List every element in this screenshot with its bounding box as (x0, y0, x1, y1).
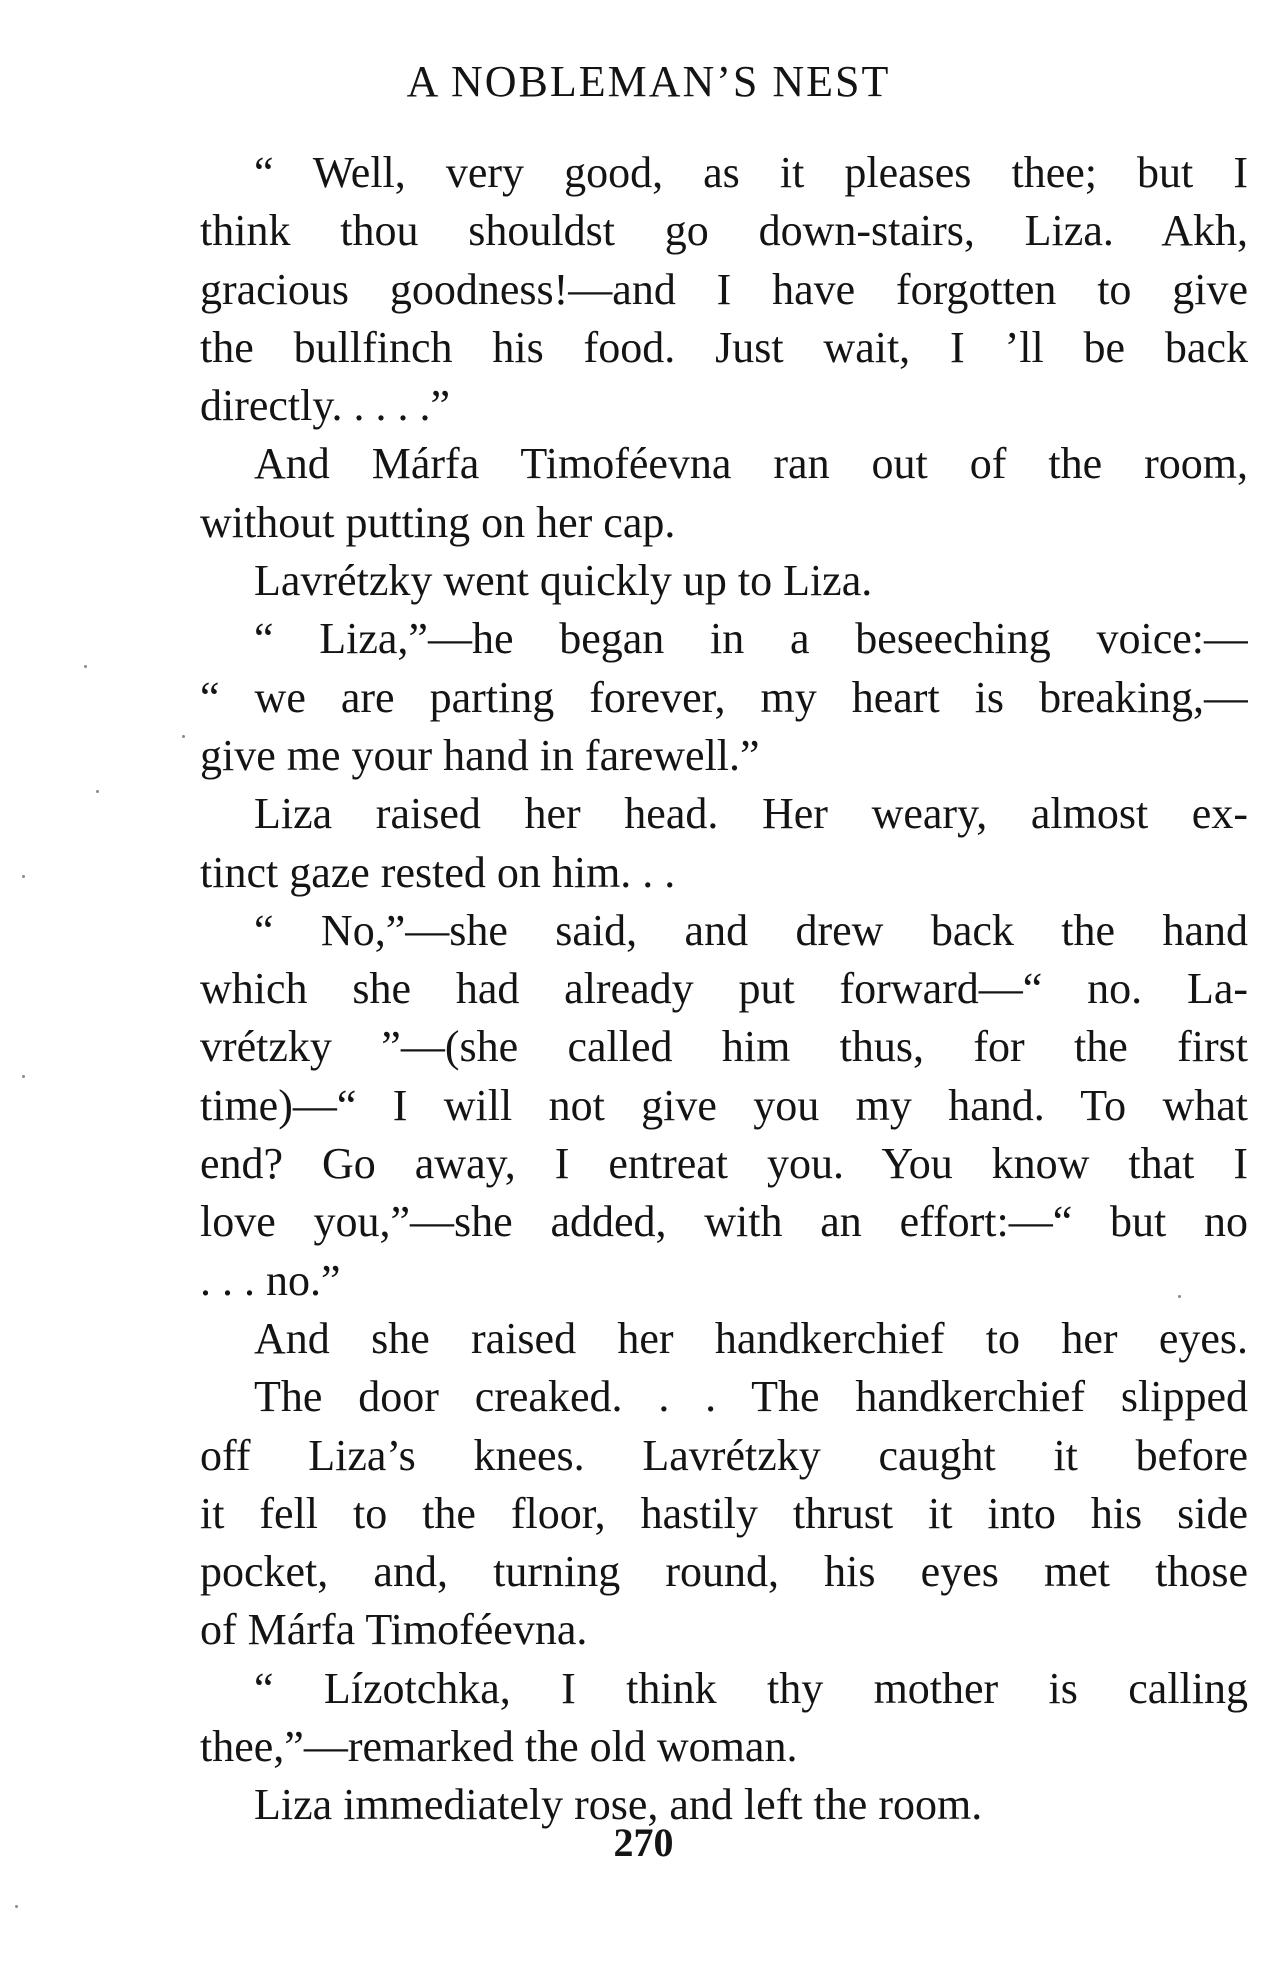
text-line: “ No,”—she said, and drew back the hand (254, 905, 1248, 955)
text-line: thee,”—remarked the old woman. (200, 1722, 798, 1772)
text-line: directly. . . . .” (200, 381, 451, 431)
text-line: Liza raised her head. Her weary, almost ex- (254, 789, 1248, 839)
text-line: which she had already put forward—“ no. La- (200, 964, 1248, 1014)
text-line: time)—“ I will not give you my hand. To what (200, 1080, 1248, 1130)
text-line: without putting on her cap. (200, 497, 676, 547)
text-line: “ Lízotchka, I think thy mother is calling (254, 1663, 1248, 1713)
text-line: The door creaked. . . The handkerchief slipped (254, 1372, 1248, 1422)
text-line: “ Liza,”—he began in a beseeching voice:— (254, 614, 1248, 664)
scan-speck (22, 875, 25, 878)
text-line: And Márfa Timoféevna ran out of the room, (254, 439, 1248, 489)
page-number: 270 (613, 1820, 674, 1865)
scan-speck (1178, 1295, 1181, 1298)
text-line: off Liza’s knees. Lavrétzky caught it before (200, 1430, 1248, 1480)
text-line: Liza immediately rose, and left the room. (254, 1780, 983, 1830)
text-line: gracious goodness!—and I have forgotten to give (200, 264, 1248, 314)
running-head: A NOBLEMAN’S NEST (406, 57, 891, 106)
text-line: of Márfa Timoféevna. (200, 1605, 588, 1655)
text-line: tinct gaze rested on him. . . (200, 847, 676, 897)
text-line: think thou shouldst go down-stairs, Liza. Akh, (200, 206, 1248, 256)
scan-speck (96, 790, 99, 793)
scan-speck (22, 1075, 25, 1078)
text-line: give me your hand in farewell.” (200, 730, 760, 780)
text-line: Lavrétzky went quickly up to Liza. (254, 556, 873, 606)
text-line: the bullfinch his food. Just wait, I ’ll be back (200, 322, 1248, 372)
text-line: it fell to the floor, hastily thrust it into his side (200, 1488, 1248, 1538)
text-line: love you,”—she added, with an effort:—“ but no (200, 1197, 1248, 1247)
text-line: pocket, and, turning round, his eyes met those (200, 1547, 1248, 1597)
text-line: vrétzky ”—(she called him thus, for the first (200, 1022, 1248, 1072)
scan-speck (15, 1905, 18, 1908)
scan-speck (182, 735, 185, 738)
text-line: “ Well, very good, as it pleases thee; but I (254, 148, 1248, 197)
text-line: “ we are parting forever, my heart is breaking,— (200, 672, 1248, 722)
scan-speck (84, 665, 87, 668)
body-text (200, 144, 1248, 1835)
text-line: . . . no.” (200, 1255, 341, 1305)
text-line: end? Go away, I entreat you. You know that I (200, 1139, 1248, 1189)
text-line: And she raised her handkerchief to her eyes. (254, 1313, 1248, 1363)
